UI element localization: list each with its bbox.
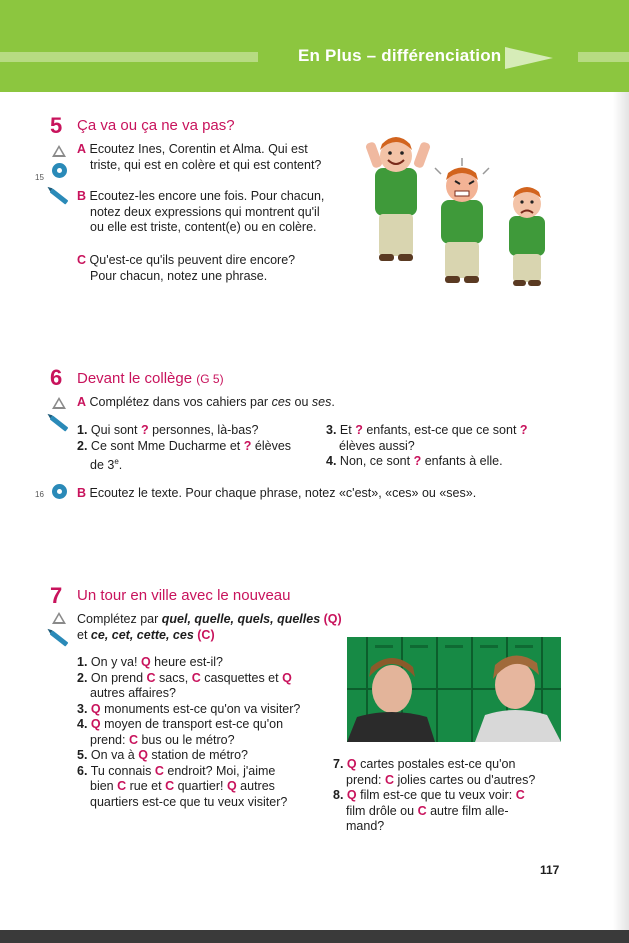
instruction-text: Complétez dans vos cahiers par bbox=[89, 395, 269, 409]
item-label: B bbox=[77, 486, 87, 500]
c-marker: C bbox=[128, 732, 138, 747]
item-text: cartes postales est-ce qu'on bbox=[360, 757, 516, 771]
exercise-6-left-column: 1. Qui sont ? personnes, là-bas? 2. Ce sont Mme Ducharme et ? élèves de 3e. bbox=[77, 423, 292, 473]
item-text: film drôle ou bbox=[346, 803, 415, 818]
pencil-icon bbox=[50, 415, 69, 431]
triangle-icon bbox=[52, 397, 66, 409]
sad-boy-figure bbox=[509, 187, 545, 286]
item-number: 4. bbox=[326, 454, 337, 468]
item-text: Et bbox=[339, 423, 352, 437]
item-text: casquettes et bbox=[204, 670, 279, 685]
exercise-6-right-column bbox=[326, 423, 556, 470]
text-line: Pour chacun, notez une phrase. bbox=[90, 268, 268, 283]
item-text: autres bbox=[240, 779, 275, 793]
item-text: station de métro? bbox=[151, 748, 248, 762]
item-label: A bbox=[77, 142, 87, 156]
q-marker: Q bbox=[346, 757, 357, 771]
c-marker: C bbox=[384, 772, 394, 787]
angry-boy-figure bbox=[435, 158, 489, 283]
item-text: Qui sont bbox=[90, 423, 138, 437]
header-title: En Plus – différenciation bbox=[298, 46, 502, 65]
item-number: 1. bbox=[77, 423, 88, 437]
triangle-icon bbox=[52, 145, 66, 157]
item-text: enfants, est-ce que ce sont bbox=[366, 423, 517, 437]
item-text: quartiers est-ce que tu veux visiter? bbox=[90, 794, 288, 809]
blank-marker: ? bbox=[519, 423, 528, 437]
exercise-5b bbox=[77, 189, 324, 236]
item-text: On prend bbox=[90, 670, 144, 685]
q-marker: (Q) bbox=[323, 612, 342, 626]
q-marker: Q bbox=[90, 717, 101, 731]
q-marker: Q bbox=[346, 788, 357, 802]
item-text: prend: bbox=[346, 772, 382, 787]
item-text: mand? bbox=[346, 819, 385, 833]
instruction-text: Ecoutez le texte. Pour chaque phrase, notez «c'est», «ces» ou «ses». bbox=[89, 486, 477, 500]
item-text: moyen de transport est-ce qu'on bbox=[104, 717, 284, 731]
exercise-6b bbox=[77, 486, 476, 502]
item-number: 2. bbox=[77, 670, 88, 685]
c-marker: C bbox=[191, 670, 201, 685]
item-text: bus ou le métro? bbox=[141, 732, 235, 747]
instruction-text: Complétez par bbox=[77, 612, 159, 626]
word-ses: ses bbox=[311, 395, 332, 409]
item-label: A bbox=[77, 395, 87, 409]
cd-icon bbox=[52, 484, 67, 499]
item-number: 1. bbox=[77, 655, 88, 669]
interrogative-words: quel, quelle, quels, quelles bbox=[161, 612, 321, 626]
item-number: 3. bbox=[77, 701, 88, 716]
q-marker: Q bbox=[226, 779, 237, 793]
q-marker: Q bbox=[282, 670, 292, 685]
item-number: 6. bbox=[77, 763, 88, 778]
item-label: B bbox=[77, 189, 87, 203]
instruction-text: et bbox=[77, 627, 88, 642]
c-marker: C bbox=[515, 788, 525, 802]
blank-marker: ? bbox=[243, 438, 252, 453]
demonstrative-words: ce, cet, cette, ces bbox=[90, 627, 194, 642]
c-marker: C bbox=[117, 779, 127, 793]
item-text: heure est-il? bbox=[154, 655, 223, 669]
text-line: Qu'est-ce qu'ils peuvent dire encore? bbox=[89, 253, 296, 267]
exercise-6-title bbox=[77, 370, 224, 387]
photo-image bbox=[347, 637, 561, 742]
exercise-7-title: Un tour en ville avec le nouveau bbox=[77, 587, 291, 604]
pencil-icon bbox=[50, 188, 69, 204]
item-text: quartier! bbox=[177, 779, 224, 793]
item-text: monuments est-ce qu'on va visiter? bbox=[104, 701, 301, 716]
exercise-7-right-column bbox=[333, 757, 573, 835]
item-number: 4. bbox=[77, 717, 88, 731]
pencil-icon bbox=[50, 630, 69, 646]
text-line: ou elle est triste, content(e) ou en colère. bbox=[90, 220, 317, 234]
item-text: enfants à elle. bbox=[424, 454, 503, 468]
item-text: sacs, bbox=[159, 670, 189, 685]
exercise-7-left-column bbox=[77, 655, 342, 810]
track-number: 16 bbox=[35, 490, 44, 499]
item-text: prend: bbox=[90, 732, 126, 747]
cd-icon bbox=[52, 163, 67, 178]
track-number: 15 bbox=[35, 173, 44, 182]
exercise-6-number: 6 bbox=[50, 365, 63, 390]
exercise-5-number: 5 bbox=[50, 113, 63, 138]
item-text: jolies cartes ou d'autres? bbox=[397, 772, 536, 787]
text-line: Ecoutez-les encore une fois. Pour chacun, bbox=[89, 189, 325, 203]
exercise-6a: A Complétez dans vos cahiers par ces ou ses. bbox=[77, 395, 335, 409]
word-ces: ces bbox=[271, 395, 292, 409]
c-marker: C bbox=[417, 803, 427, 818]
text-line: Ecoutez Ines, Corentin et Alma. Qui est bbox=[89, 142, 308, 156]
item-text: endroit? Moi, j'aime bbox=[167, 763, 276, 778]
item-text: Non, ce sont bbox=[339, 454, 411, 468]
c-marker: (C) bbox=[197, 627, 215, 642]
item-text: On va à bbox=[90, 748, 135, 762]
superscript: e bbox=[114, 457, 119, 466]
item-label: C bbox=[77, 253, 87, 267]
blank-marker: ? bbox=[140, 423, 149, 437]
header-arrow-icon bbox=[505, 47, 553, 69]
c-marker: C bbox=[165, 779, 175, 793]
item-number: 7. bbox=[333, 757, 344, 771]
item-text: Tu connais bbox=[90, 763, 152, 778]
word-or: ou bbox=[294, 395, 309, 409]
grammar-reference: (G 5) bbox=[196, 372, 224, 386]
exercise-7-instructions bbox=[77, 612, 342, 643]
lockers-photo bbox=[347, 637, 561, 742]
item-number: 5. bbox=[77, 748, 88, 762]
q-marker: Q bbox=[90, 701, 101, 716]
happy-boy-figure bbox=[365, 137, 431, 261]
q-marker: Q bbox=[140, 655, 151, 669]
exercise-5a bbox=[77, 142, 321, 173]
c-marker: C bbox=[154, 763, 164, 778]
item-text: autres affaires? bbox=[90, 686, 176, 700]
item-text: autre film alle- bbox=[430, 803, 509, 818]
blank-marker: ? bbox=[355, 423, 363, 437]
item-text: film est-ce que tu veux voir: bbox=[360, 788, 513, 802]
page-spine-shadow bbox=[613, 92, 629, 930]
exercise-5-title: Ça va ou ça ne va pas? bbox=[77, 117, 235, 134]
c-marker: C bbox=[146, 670, 156, 685]
cartoon-children-illustration bbox=[355, 130, 555, 290]
text-line: triste, qui est en colère et qui est content? bbox=[90, 157, 322, 172]
item-text: On y va! bbox=[90, 655, 138, 669]
item-number: 2. bbox=[77, 438, 88, 453]
text-line: notez deux expressions qui montrent qu'il bbox=[90, 204, 320, 219]
exercise-7-number: 7 bbox=[50, 583, 63, 608]
page-number: 117 bbox=[540, 863, 560, 877]
bottom-bar bbox=[0, 930, 629, 943]
triangle-icon bbox=[52, 612, 66, 624]
q-marker: Q bbox=[138, 748, 148, 762]
blank-marker: ? bbox=[413, 454, 422, 468]
item-text: bien bbox=[90, 779, 114, 793]
item-text: personnes, là-bas? bbox=[152, 423, 259, 437]
item-number: 3. bbox=[326, 423, 337, 437]
item-text: rue et bbox=[129, 779, 162, 793]
item-text: élèves bbox=[254, 438, 292, 453]
item-text: de 3 bbox=[90, 458, 115, 473]
item-text: élèves aussi? bbox=[339, 438, 415, 453]
exercise-6-title-text: Devant le collège bbox=[77, 370, 193, 387]
exercise-5c bbox=[77, 253, 295, 284]
item-text: Ce sont Mme Ducharme et bbox=[90, 438, 241, 453]
item-number: 8. bbox=[333, 788, 344, 802]
